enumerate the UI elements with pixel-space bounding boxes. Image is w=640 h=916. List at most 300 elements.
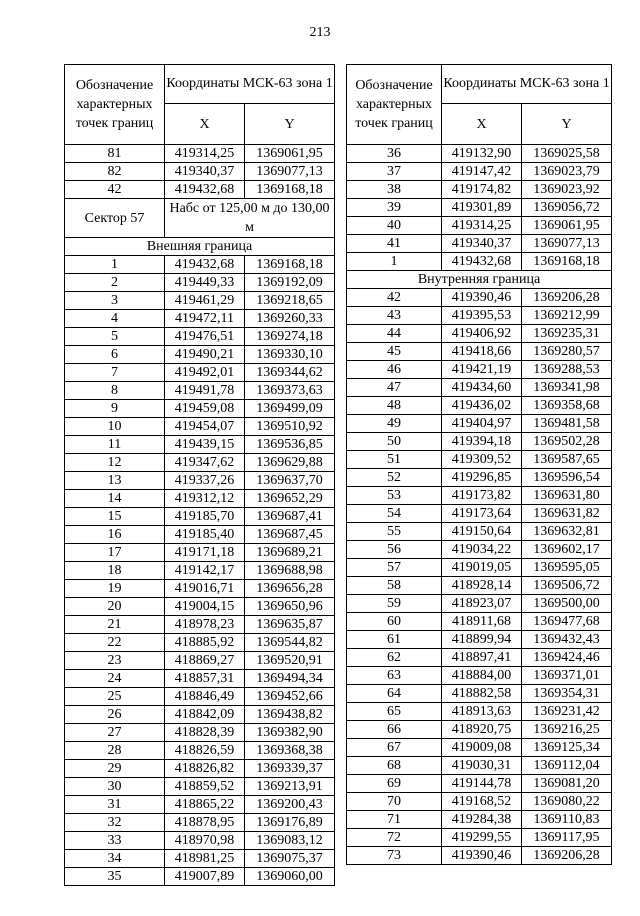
point-id: 62 <box>347 649 442 667</box>
point-id: 40 <box>347 217 442 235</box>
table-row <box>347 469 612 487</box>
x-value: 419019,05 <box>442 559 522 577</box>
x-header: X <box>442 104 522 145</box>
point-id: 60 <box>347 613 442 631</box>
x-value: 419472,11 <box>165 310 245 328</box>
point-id: 61 <box>347 631 442 649</box>
table-row <box>65 145 335 163</box>
table-row <box>347 523 612 541</box>
table-row <box>347 343 612 361</box>
point-id: 11 <box>65 436 165 454</box>
point-id: 26 <box>65 706 165 724</box>
table-row <box>347 325 612 343</box>
y-value: 1369344,62 <box>245 364 335 382</box>
table-row <box>347 163 612 181</box>
table-row <box>347 631 612 649</box>
table-row <box>65 292 335 310</box>
point-id: 51 <box>347 451 442 469</box>
table-row <box>347 361 612 379</box>
table-row <box>65 328 335 346</box>
point-id: 52 <box>347 469 442 487</box>
x-value: 419314,25 <box>442 217 522 235</box>
point-id: 42 <box>65 181 165 199</box>
point-id: 73 <box>347 847 442 865</box>
y-value: 1369112,04 <box>522 757 612 775</box>
x-value: 418899,94 <box>442 631 522 649</box>
y-value: 1369081,20 <box>522 775 612 793</box>
table-row <box>65 400 335 418</box>
point-id: 9 <box>65 400 165 418</box>
table-row <box>65 181 335 199</box>
x-value: 419432,68 <box>165 256 245 274</box>
y-value: 1369687,41 <box>245 508 335 526</box>
x-value: 419174,82 <box>442 181 522 199</box>
point-id: 27 <box>65 724 165 742</box>
y-value: 1369077,13 <box>522 235 612 253</box>
y-value: 1369452,66 <box>245 688 335 706</box>
y-value: 1369200,43 <box>245 796 335 814</box>
y-value: 1369056,72 <box>522 199 612 217</box>
point-id: 59 <box>347 595 442 613</box>
coordinates-table-right <box>346 64 612 865</box>
x-header: X <box>165 104 245 145</box>
point-id: 12 <box>65 454 165 472</box>
x-value: 419406,92 <box>442 325 522 343</box>
y-value: 1369631,80 <box>522 487 612 505</box>
point-id: 47 <box>347 379 442 397</box>
x-value: 418885,92 <box>165 634 245 652</box>
point-id: 57 <box>347 559 442 577</box>
point-id: 35 <box>65 868 165 886</box>
x-value: 419492,01 <box>165 364 245 382</box>
y-value: 1369025,58 <box>522 145 612 163</box>
x-value: 419491,78 <box>165 382 245 400</box>
x-value: 419034,22 <box>442 541 522 559</box>
y-value: 1369231,42 <box>522 703 612 721</box>
x-value: 418970,98 <box>165 832 245 850</box>
point-id: 2 <box>65 274 165 292</box>
y-value: 1369371,01 <box>522 667 612 685</box>
point-id: 53 <box>347 487 442 505</box>
point-id: 58 <box>347 577 442 595</box>
x-value: 419309,52 <box>442 451 522 469</box>
y-value: 1369192,09 <box>245 274 335 292</box>
table-row <box>65 742 335 760</box>
x-value: 419421,19 <box>442 361 522 379</box>
x-value: 419150,64 <box>442 523 522 541</box>
point-id: 65 <box>347 703 442 721</box>
point-id: 34 <box>65 850 165 868</box>
y-value: 1369637,70 <box>245 472 335 490</box>
point-id: 4 <box>65 310 165 328</box>
table-row <box>347 775 612 793</box>
x-value: 418882,58 <box>442 685 522 703</box>
table-row <box>347 505 612 523</box>
table-row <box>347 397 612 415</box>
table-row <box>347 595 612 613</box>
y-value: 1369382,90 <box>245 724 335 742</box>
table-row <box>347 487 612 505</box>
y-value: 1369125,34 <box>522 739 612 757</box>
point-id: 6 <box>65 346 165 364</box>
y-value: 1369023,79 <box>522 163 612 181</box>
point-header: Обозначение характерных точек границ <box>347 65 442 145</box>
table-row <box>65 382 335 400</box>
table-row <box>65 652 335 670</box>
x-value: 419185,40 <box>165 526 245 544</box>
x-value: 419432,68 <box>165 181 245 199</box>
coord-header: Координаты МСК-63 зона 1 <box>165 65 335 104</box>
y-value: 1369206,28 <box>522 847 612 865</box>
table-row <box>347 793 612 811</box>
x-value: 419173,82 <box>442 487 522 505</box>
x-value: 419461,29 <box>165 292 245 310</box>
point-id: 42 <box>347 289 442 307</box>
table-row <box>347 307 612 325</box>
y-value: 1369218,65 <box>245 292 335 310</box>
y-value: 1369080,22 <box>522 793 612 811</box>
y-value: 1369341,98 <box>522 379 612 397</box>
table-row <box>65 580 335 598</box>
y-value: 1369481,58 <box>522 415 612 433</box>
x-value: 419439,15 <box>165 436 245 454</box>
point-id: 50 <box>347 433 442 451</box>
x-value: 419337,26 <box>165 472 245 490</box>
y-value: 1369596,54 <box>522 469 612 487</box>
table-row <box>65 256 335 274</box>
table-row <box>65 868 335 886</box>
table-row <box>65 832 335 850</box>
x-value: 419390,46 <box>442 289 522 307</box>
point-id: 8 <box>65 382 165 400</box>
x-value: 419449,33 <box>165 274 245 292</box>
point-id: 19 <box>65 580 165 598</box>
point-id: 17 <box>65 544 165 562</box>
y-value: 1369168,18 <box>245 256 335 274</box>
table-row <box>65 634 335 652</box>
point-id: 56 <box>347 541 442 559</box>
table-row <box>65 814 335 832</box>
y-value: 1369075,37 <box>245 850 335 868</box>
x-value: 419340,37 <box>442 235 522 253</box>
table-row <box>65 163 335 181</box>
point-id: 38 <box>347 181 442 199</box>
point-id: 29 <box>65 760 165 778</box>
table-row <box>347 289 612 307</box>
point-id: 49 <box>347 415 442 433</box>
y-value: 1369176,89 <box>245 814 335 832</box>
point-id: 63 <box>347 667 442 685</box>
x-value: 418913,63 <box>442 703 522 721</box>
point-id: 1 <box>347 253 442 271</box>
y-value: 1369117,95 <box>522 829 612 847</box>
y-value: 1369477,68 <box>522 613 612 631</box>
table-row <box>65 724 335 742</box>
y-value: 1369213,91 <box>245 778 335 796</box>
x-value: 419009,08 <box>442 739 522 757</box>
y-value: 1369060,00 <box>245 868 335 886</box>
x-value: 419007,89 <box>165 868 245 886</box>
y-value: 1369650,96 <box>245 598 335 616</box>
table-row <box>65 670 335 688</box>
point-id: 14 <box>65 490 165 508</box>
table-row <box>347 757 612 775</box>
table-row <box>347 847 612 865</box>
point-id: 30 <box>65 778 165 796</box>
y-value: 1369502,28 <box>522 433 612 451</box>
x-value: 419436,02 <box>442 397 522 415</box>
y-value: 1369260,33 <box>245 310 335 328</box>
x-value: 418826,59 <box>165 742 245 760</box>
y-value: 1369280,57 <box>522 343 612 361</box>
x-value: 418897,41 <box>442 649 522 667</box>
y-value: 1369631,82 <box>522 505 612 523</box>
point-id: 21 <box>65 616 165 634</box>
y-value: 1369499,09 <box>245 400 335 418</box>
x-value: 419459,08 <box>165 400 245 418</box>
x-value: 418878,95 <box>165 814 245 832</box>
table-row <box>347 703 612 721</box>
point-id: 41 <box>347 235 442 253</box>
y-value: 1369168,18 <box>245 181 335 199</box>
table-row <box>347 451 612 469</box>
y-value: 1369652,29 <box>245 490 335 508</box>
point-id: 24 <box>65 670 165 688</box>
table-row <box>65 436 335 454</box>
y-value: 1369212,99 <box>522 307 612 325</box>
y-value: 1369358,68 <box>522 397 612 415</box>
sector-height: Набс от 125,00 м до 130,00 м <box>165 199 335 238</box>
x-value: 419490,21 <box>165 346 245 364</box>
x-value: 419299,55 <box>442 829 522 847</box>
y-value: 1369635,87 <box>245 616 335 634</box>
point-id: 67 <box>347 739 442 757</box>
x-value: 419144,78 <box>442 775 522 793</box>
point-id: 64 <box>347 685 442 703</box>
x-value: 418928,14 <box>442 577 522 595</box>
point-id: 18 <box>65 562 165 580</box>
coord-header: Координаты МСК-63 зона 1 <box>442 65 612 104</box>
table-row <box>347 649 612 667</box>
x-value: 419296,85 <box>442 469 522 487</box>
y-value: 1369235,31 <box>522 325 612 343</box>
point-id: 13 <box>65 472 165 490</box>
y-value: 1369339,37 <box>245 760 335 778</box>
x-value: 418978,23 <box>165 616 245 634</box>
x-value: 419168,52 <box>442 793 522 811</box>
y-value: 1369288,53 <box>522 361 612 379</box>
x-value: 419340,37 <box>165 163 245 181</box>
y-value: 1369368,38 <box>245 742 335 760</box>
point-id: 1 <box>65 256 165 274</box>
table-row <box>347 235 612 253</box>
x-value: 419404,97 <box>442 415 522 433</box>
y-value: 1369544,82 <box>245 634 335 652</box>
table-row <box>65 508 335 526</box>
point-id: 46 <box>347 361 442 379</box>
point-id: 72 <box>347 829 442 847</box>
table-row <box>65 454 335 472</box>
table-row <box>347 721 612 739</box>
x-value: 418869,27 <box>165 652 245 670</box>
x-value: 419185,70 <box>165 508 245 526</box>
table-row <box>65 274 335 292</box>
point-id: 7 <box>65 364 165 382</box>
x-value: 418859,52 <box>165 778 245 796</box>
y-value: 1369520,91 <box>245 652 335 670</box>
y-value: 1369424,46 <box>522 649 612 667</box>
x-value: 418828,39 <box>165 724 245 742</box>
table-row <box>65 850 335 868</box>
point-id: 22 <box>65 634 165 652</box>
x-value: 419142,17 <box>165 562 245 580</box>
y-value: 1369500,00 <box>522 595 612 613</box>
y-value: 1369494,34 <box>245 670 335 688</box>
y-value: 1369061,95 <box>522 217 612 235</box>
table-row <box>65 346 335 364</box>
table-row <box>65 526 335 544</box>
table-row <box>347 541 612 559</box>
y-value: 1369061,95 <box>245 145 335 163</box>
y-value: 1369110,83 <box>522 811 612 829</box>
table-row <box>65 760 335 778</box>
y-value: 1369438,82 <box>245 706 335 724</box>
table-row <box>65 706 335 724</box>
sector-label: Сектор 57 <box>65 199 165 238</box>
point-id: 54 <box>347 505 442 523</box>
point-id: 16 <box>65 526 165 544</box>
point-id: 71 <box>347 811 442 829</box>
table-row <box>65 364 335 382</box>
x-value: 419432,68 <box>442 253 522 271</box>
table-row <box>65 418 335 436</box>
y-value: 1369330,10 <box>245 346 335 364</box>
y-value: 1369587,65 <box>522 451 612 469</box>
y-value: 1369595,05 <box>522 559 612 577</box>
x-value: 419314,25 <box>165 145 245 163</box>
x-value: 418865,22 <box>165 796 245 814</box>
x-value: 419147,42 <box>442 163 522 181</box>
x-value: 419395,53 <box>442 307 522 325</box>
x-value: 419284,38 <box>442 811 522 829</box>
point-id: 37 <box>347 163 442 181</box>
table-row <box>65 310 335 328</box>
table-row <box>347 559 612 577</box>
table-row <box>347 613 612 631</box>
table-row <box>347 739 612 757</box>
table-row <box>65 544 335 562</box>
point-id: 69 <box>347 775 442 793</box>
table-row <box>347 145 612 163</box>
y-value: 1369274,18 <box>245 328 335 346</box>
table-row <box>347 577 612 595</box>
x-value: 419418,66 <box>442 343 522 361</box>
point-id: 48 <box>347 397 442 415</box>
table-row <box>347 217 612 235</box>
y-value: 1369632,81 <box>522 523 612 541</box>
x-value: 419312,12 <box>165 490 245 508</box>
table-row <box>347 433 612 451</box>
y-value: 1369432,43 <box>522 631 612 649</box>
y-value: 1369536,85 <box>245 436 335 454</box>
point-id: 70 <box>347 793 442 811</box>
y-value: 1369077,13 <box>245 163 335 181</box>
point-id: 43 <box>347 307 442 325</box>
x-value: 418842,09 <box>165 706 245 724</box>
table-row <box>347 379 612 397</box>
table-row <box>65 598 335 616</box>
x-value: 419004,15 <box>165 598 245 616</box>
point-header: Обозначение характерных точек границ <box>65 65 165 145</box>
y-value: 1369023,92 <box>522 181 612 199</box>
x-value: 419301,89 <box>442 199 522 217</box>
table-row <box>347 811 612 829</box>
table-row <box>65 796 335 814</box>
x-value: 418826,82 <box>165 760 245 778</box>
x-value: 418884,00 <box>442 667 522 685</box>
point-id: 20 <box>65 598 165 616</box>
y-value: 1369510,92 <box>245 418 335 436</box>
y-header: Y <box>522 104 612 145</box>
y-value: 1369373,63 <box>245 382 335 400</box>
y-value: 1369083,12 <box>245 832 335 850</box>
x-value: 419171,18 <box>165 544 245 562</box>
y-value: 1369354,31 <box>522 685 612 703</box>
inner-boundary-label: Внутренняя граница <box>347 271 612 289</box>
point-id: 28 <box>65 742 165 760</box>
y-value: 1369216,25 <box>522 721 612 739</box>
y-value: 1369629,88 <box>245 454 335 472</box>
table-row <box>65 490 335 508</box>
x-value: 418911,68 <box>442 613 522 631</box>
point-id: 23 <box>65 652 165 670</box>
point-id: 55 <box>347 523 442 541</box>
point-id: 25 <box>65 688 165 706</box>
x-value: 418857,31 <box>165 670 245 688</box>
outer-boundary-label: Внешняя граница <box>65 238 335 256</box>
y-value: 1369687,45 <box>245 526 335 544</box>
point-id: 3 <box>65 292 165 310</box>
x-value: 419132,90 <box>442 145 522 163</box>
x-value: 419454,07 <box>165 418 245 436</box>
x-value: 419347,62 <box>165 454 245 472</box>
x-value: 419173,64 <box>442 505 522 523</box>
table-row <box>347 181 612 199</box>
table-row <box>347 829 612 847</box>
table-row <box>347 199 612 217</box>
x-value: 419016,71 <box>165 580 245 598</box>
table-row <box>347 667 612 685</box>
y-header: Y <box>245 104 335 145</box>
y-value: 1369168,18 <box>522 253 612 271</box>
point-id: 32 <box>65 814 165 832</box>
table-row <box>65 472 335 490</box>
table-row <box>347 685 612 703</box>
x-value: 419390,46 <box>442 847 522 865</box>
y-value: 1369506,72 <box>522 577 612 595</box>
x-value: 418846,49 <box>165 688 245 706</box>
y-value: 1369206,28 <box>522 289 612 307</box>
point-id: 15 <box>65 508 165 526</box>
x-value: 419476,51 <box>165 328 245 346</box>
table-row <box>65 778 335 796</box>
x-value: 418920,75 <box>442 721 522 739</box>
y-value: 1369602,17 <box>522 541 612 559</box>
table-row <box>347 253 612 271</box>
point-id: 36 <box>347 145 442 163</box>
x-value: 418923,07 <box>442 595 522 613</box>
coordinates-table-left <box>64 64 335 886</box>
